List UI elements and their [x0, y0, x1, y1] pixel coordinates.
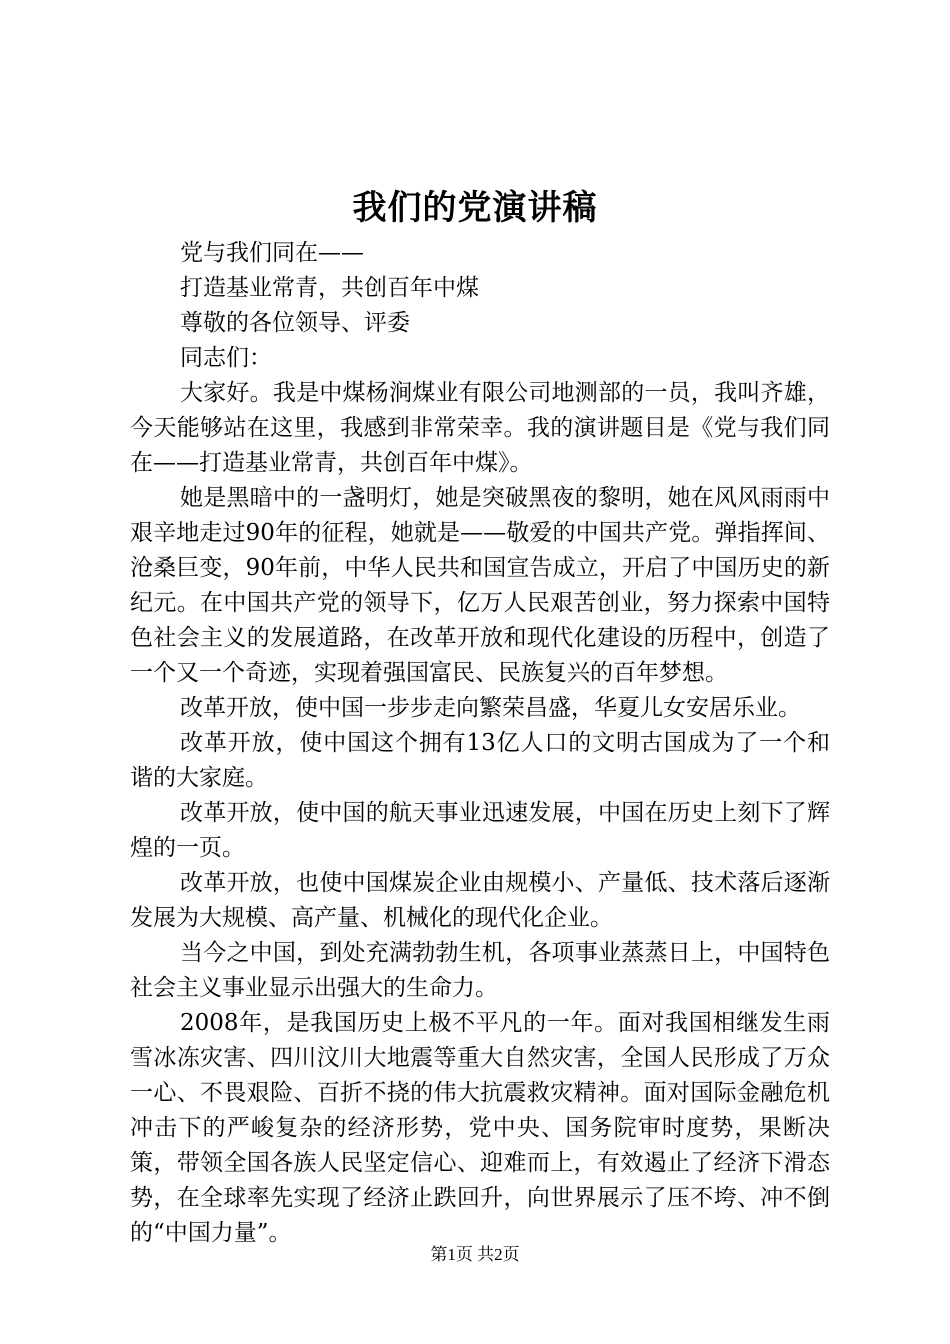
paragraph-party-history: 她是黑暗中的一盏明灯，她是突破黑夜的黎明，她在风风雨雨中艰辛地走过90年的征程，她就是——敬爱的中国共产党。弹指挥间、沧桑巨变，90年前，中华人民共和国宣告成立，开启了中国历史的新纪元。在中国共产党的领导下，亿万人民艰苦创业，努力探索中国特色社会主义的发展道路，在改革开放和现代化建设的历程中，创造了一个又一个奇迹，实现着强国富民、民族复兴的百年梦想。: [130, 485, 830, 686]
document-title: 我们的党演讲稿: [352, 188, 598, 228]
paragraph-subtitle-line-2: 打造基业常青，共创百年中煤: [180, 275, 479, 301]
paragraph-greeting: 同志们：: [180, 345, 272, 371]
paragraph-2008: 2008年，是我国历史上极不平凡的一年。面对我国相继发生雨雪冰冻灾害、四川汶川大地震等重大自然灾害，全国人民形成了万众一心、不畏艰险、百折不挠的伟大抗震救灾精神。面对国际金融危机冲击下的严峻复杂的经济形势，党中央、国务院审时度势，果断决策，带领全国各族人民坚定信心、迎难而上，有效遏止了经济下滑态势，在全球率先实现了经济止跌回升，向世界展示了压不垮、冲不倒的“中国力量”。: [130, 1010, 830, 1246]
paragraph-reform-1: 改革开放，使中国一步步走向繁荣昌盛，华夏儿女安居乐业。: [180, 695, 801, 721]
paragraph-reform-2: 改革开放，使中国这个拥有13亿人口的文明古国成为了一个和谐的大家庭。: [130, 730, 830, 791]
page-footer: 第1页 共2页: [430, 1245, 520, 1264]
paragraph-subtitle-line-1: 党与我们同在——: [180, 240, 364, 266]
paragraph-salutation: 尊敬的各位领导、评委: [180, 310, 410, 336]
document-body: [130, 236, 830, 1251]
paragraph-introduction: 大家好。我是中煤杨涧煤业有限公司地测部的一员，我叫齐雄，今天能够站在这里，我感到非常荣幸。我的演讲题目是《党与我们同在——打造基业常青，共创百年中煤》。: [130, 380, 830, 476]
paragraph-today-china: 当今之中国，到处充满勃勃生机，各项事业蒸蒸日上，中国特色社会主义事业显示出强大的生命力。: [130, 940, 830, 1001]
paragraph-reform-4: 改革开放，也使中国煤炭企业由规模小、产量低、技术落后逐渐发展为大规模、高产量、机械化的现代化企业。: [130, 870, 830, 931]
paragraph-reform-3: 改革开放，使中国的航天事业迅速发展，中国在历史上刻下了辉煌的一页。: [130, 800, 830, 861]
